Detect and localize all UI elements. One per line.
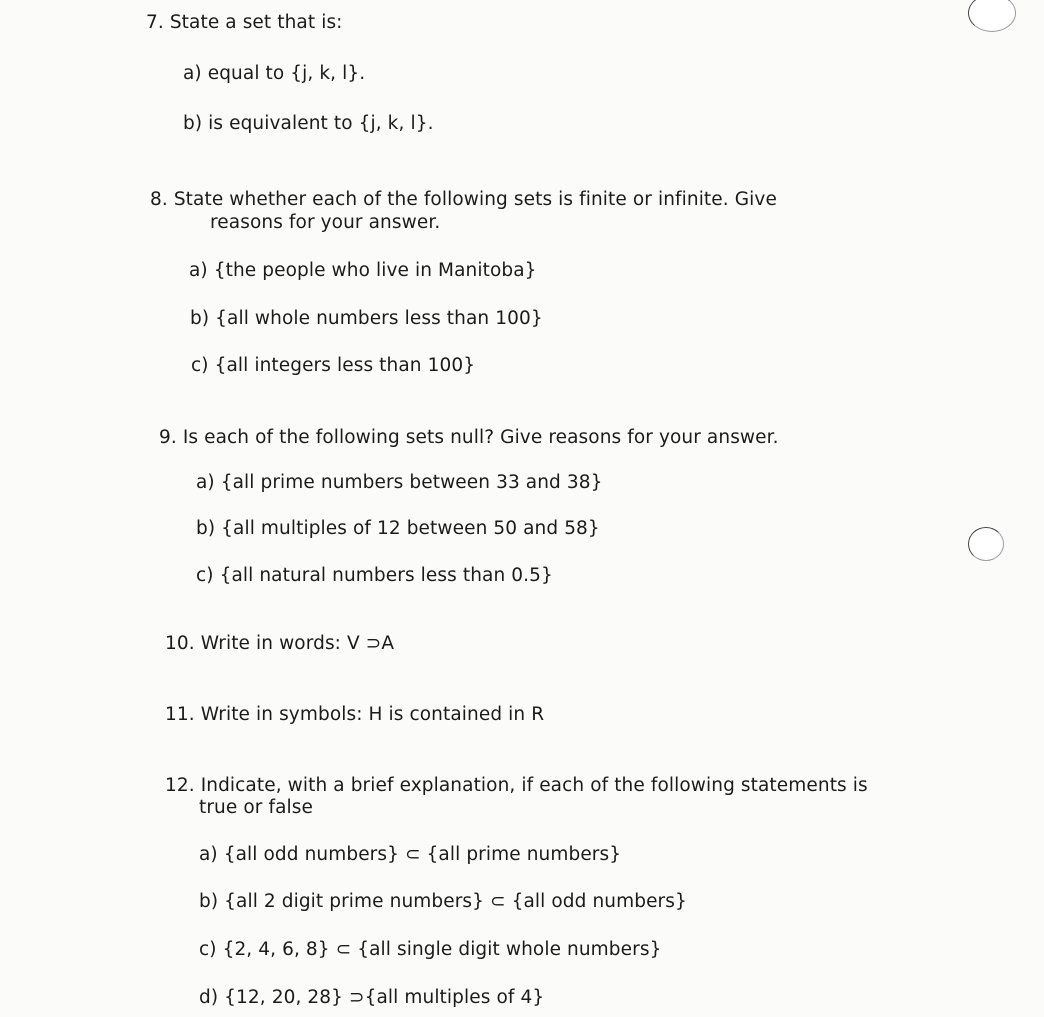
question-12c: c) {2, 4, 6, 8} ⊂ {all single digit whole numbers} [199, 939, 662, 960]
question-7b: b) is equivalent to {j, k, l}. [183, 113, 434, 134]
punch-hole-top [968, 0, 1016, 32]
question-8b: b) {all whole numbers less than 100} [190, 308, 543, 329]
question-12-prompt-line2: true or false [199, 797, 313, 818]
question-12b: b) {all 2 digit prime numbers} ⊂ {all odd numbers} [199, 891, 687, 912]
question-8-prompt-line2: reasons for your answer. [210, 212, 441, 233]
question-12-prompt-line1: 12. Indicate, with a brief explanation, if each of the following statements is [165, 775, 868, 796]
question-9c: c) {all natural numbers less than 0.5} [196, 565, 553, 586]
question-9b: b) {all multiples of 12 between 50 and 58} [196, 518, 600, 539]
question-9-prompt: 9. Is each of the following sets null? Give reasons for your answer. [159, 427, 779, 448]
question-10-prompt: 10. Write in words: V ⊃A [165, 633, 395, 654]
question-8-prompt-line1: 8. State whether each of the following sets is finite or infinite. Give [150, 189, 777, 210]
question-12a: a) {all odd numbers} ⊂ {all prime numbers} [199, 844, 622, 865]
question-8c: c) {all integers less than 100} [191, 355, 476, 376]
question-11-prompt: 11. Write in symbols: H is contained in R [165, 704, 545, 725]
punch-hole-middle [968, 527, 1004, 561]
question-12d: d) {12, 20, 28} ⊃{all multiples of 4} [199, 987, 545, 1008]
question-7a: a) equal to {j, k, l}. [183, 63, 366, 84]
question-8a: a) {the people who live in Manitoba} [189, 260, 537, 281]
question-9a: a) {all prime numbers between 33 and 38} [196, 472, 603, 493]
question-7-prompt: 7. State a set that is: [146, 12, 343, 33]
